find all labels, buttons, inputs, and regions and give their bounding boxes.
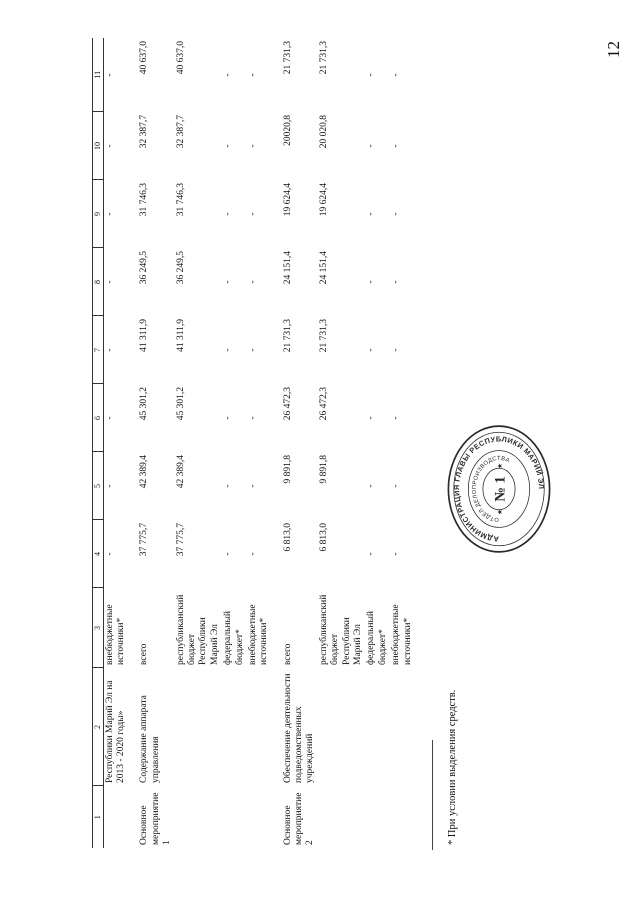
value-cell: - — [104, 416, 115, 420]
value-cell: 9 891,8 — [282, 455, 293, 484]
value-cell: 26 472,3 — [282, 387, 293, 421]
value-cell: 19 624,4 — [282, 183, 293, 217]
value-cell: - — [391, 280, 402, 284]
value-cell: - — [223, 73, 234, 77]
source-cell: внебюджетные источники* — [391, 604, 413, 665]
table-row — [138, 38, 174, 848]
measure-cell — [365, 786, 390, 848]
value-cell: - — [104, 552, 115, 556]
source-cell: республиканский бюджет Республики Марий Эл — [318, 594, 364, 665]
value-cell: - — [104, 280, 115, 284]
program-name-cell — [318, 668, 366, 786]
program-name-cell — [222, 668, 247, 786]
source-cell: внебюджетные источники* — [104, 604, 126, 665]
column-number: 5 — [93, 452, 104, 520]
value-cell: - — [247, 212, 258, 216]
column-number: 7 — [93, 316, 104, 384]
measure-cell: Основное мероприятие 1 — [139, 792, 173, 845]
value-cell: 45 301,2 — [139, 387, 150, 421]
table-row — [103, 38, 128, 848]
value-cell: - — [247, 348, 258, 352]
stamp-inner-text: ОТДЕЛ ДЕЛОПРОИЗВОДСТВА — [471, 455, 511, 523]
value-cell: 31 746,3 — [175, 183, 186, 217]
value-cell: - — [366, 348, 377, 352]
value-cell: - — [104, 484, 115, 488]
budget-table-rotated — [92, 38, 452, 848]
column-number: 6 — [93, 384, 104, 452]
program-name-cell — [365, 668, 390, 786]
source-cell: внебюджетные источники* — [247, 604, 270, 665]
value-cell: - — [104, 144, 115, 148]
spacer-row — [128, 38, 138, 848]
value-cell: 21 731,3 — [282, 41, 293, 75]
measure-cell — [390, 786, 415, 848]
value-cell: - — [391, 484, 402, 488]
value-cell: - — [366, 144, 377, 148]
value-cell: - — [247, 144, 258, 148]
value-cell: 20 020,8 — [318, 115, 329, 149]
value-cell: - — [366, 552, 377, 556]
value-cell: - — [104, 73, 115, 77]
program-name-cell: Обеспечение деятельности подведомственных учреждений — [282, 673, 316, 783]
stamp-number: № 1 — [492, 476, 509, 502]
value-cell: - — [366, 212, 377, 216]
footnote-rule — [432, 740, 433, 850]
value-cell: - — [247, 552, 258, 556]
source-cell: всего — [282, 643, 293, 665]
value-cell: 21 731,3 — [318, 319, 329, 353]
measure-cell — [247, 786, 272, 848]
value-cell: - — [366, 484, 377, 488]
column-number-row — [93, 38, 104, 848]
value-cell: - — [247, 73, 258, 77]
value-cell: - — [223, 348, 234, 352]
table-row — [365, 38, 390, 848]
star-icon: ★ — [496, 462, 505, 470]
spacer-cell — [128, 38, 138, 848]
value-cell: 6 813,0 — [318, 523, 329, 552]
value-cell: 42 389,4 — [175, 455, 186, 489]
value-cell: 21 731,3 — [318, 41, 329, 75]
value-cell: 20020,8 — [282, 115, 293, 146]
source-cell: федеральный бюджет* — [366, 611, 388, 665]
program-name-cell — [175, 668, 223, 786]
column-number: 2 — [93, 668, 104, 786]
table-body — [93, 38, 415, 848]
program-name-cell — [390, 668, 415, 786]
value-cell: - — [366, 280, 377, 284]
value-cell: - — [366, 73, 377, 77]
source-cell: всего — [139, 643, 150, 665]
value-cell: 21 731,3 — [282, 319, 293, 353]
value-cell: - — [223, 416, 234, 420]
page-number: 12 — [604, 41, 623, 58]
value-cell: - — [391, 348, 402, 352]
value-cell: - — [366, 416, 377, 420]
value-cell: 24 151,4 — [318, 251, 329, 285]
value-cell: 36 249,5 — [175, 251, 186, 285]
value-cell: - — [247, 416, 258, 420]
table-row — [247, 38, 272, 848]
value-cell: 45 301,2 — [175, 387, 186, 421]
value-cell: 19 624,4 — [318, 183, 329, 217]
spacer-cell — [272, 38, 282, 848]
value-cell: - — [223, 280, 234, 284]
value-cell: - — [247, 484, 258, 488]
value-cell: - — [391, 73, 402, 77]
value-cell: - — [104, 348, 115, 352]
measure-cell: Основное мероприятие 2 — [282, 792, 316, 845]
stamp-outer-text: АДМИНИСТРАЦИЯ ГЛАВЫ РЕСПУБЛИКИ МАРИЙ ЭЛ — [452, 434, 546, 544]
measure-cell — [103, 786, 128, 848]
value-cell: 40 637,0 — [139, 41, 150, 75]
value-cell: 37 775,7 — [175, 523, 186, 557]
value-cell: - — [247, 280, 258, 284]
value-cell: - — [391, 144, 402, 148]
table-row — [222, 38, 247, 848]
value-cell: 32 387,7 — [139, 115, 150, 149]
column-number: 1 — [93, 786, 104, 848]
measure-cell — [175, 786, 223, 848]
value-cell: 36 249,5 — [139, 251, 150, 285]
value-cell: - — [391, 552, 402, 556]
column-number: 3 — [93, 588, 104, 668]
measure-cell — [318, 786, 366, 848]
budget-table — [92, 38, 415, 848]
value-cell: - — [391, 416, 402, 420]
program-name-cell: Содержание аппарата управления — [139, 695, 161, 783]
table-row — [175, 38, 223, 848]
value-cell: - — [223, 552, 234, 556]
program-name-cell: Республики Марий Эл на 2013 - 2020 годы» — [104, 680, 126, 783]
measure-cell — [222, 786, 247, 848]
value-cell: 40 637,0 — [175, 41, 186, 75]
column-number: 9 — [93, 180, 104, 248]
value-cell: 24 151,4 — [282, 251, 293, 285]
column-number: 10 — [93, 112, 104, 180]
table-row — [282, 38, 318, 848]
value-cell: 31 746,3 — [139, 183, 150, 217]
value-cell: 42 389,4 — [139, 455, 150, 489]
spacer-row — [272, 38, 282, 848]
program-name-cell — [247, 668, 272, 786]
value-cell: 9 891,8 — [318, 455, 329, 484]
value-cell: 37 775,7 — [139, 523, 150, 557]
value-cell: - — [223, 484, 234, 488]
value-cell: - — [223, 212, 234, 216]
value-cell: 32 387,7 — [175, 115, 186, 149]
value-cell: - — [391, 212, 402, 216]
value-cell: 41 311,9 — [139, 319, 150, 352]
column-number: 8 — [93, 248, 104, 316]
value-cell: - — [104, 212, 115, 216]
value-cell: 26 472,3 — [318, 387, 329, 421]
value-cell: - — [223, 144, 234, 148]
table-row — [318, 38, 366, 848]
column-number: 11 — [93, 38, 104, 112]
star-icon: ★ — [496, 508, 505, 516]
source-cell: республиканский бюджет Республики Марий Эл — [175, 594, 220, 665]
column-number: 4 — [93, 520, 104, 588]
source-cell: федеральный бюджет* — [223, 611, 245, 665]
footnote: * При условии выделения средств. — [447, 689, 458, 845]
value-cell: 6 813,0 — [282, 523, 293, 552]
value-cell: 41 311,9 — [175, 319, 186, 352]
official-stamp — [410, 420, 588, 558]
